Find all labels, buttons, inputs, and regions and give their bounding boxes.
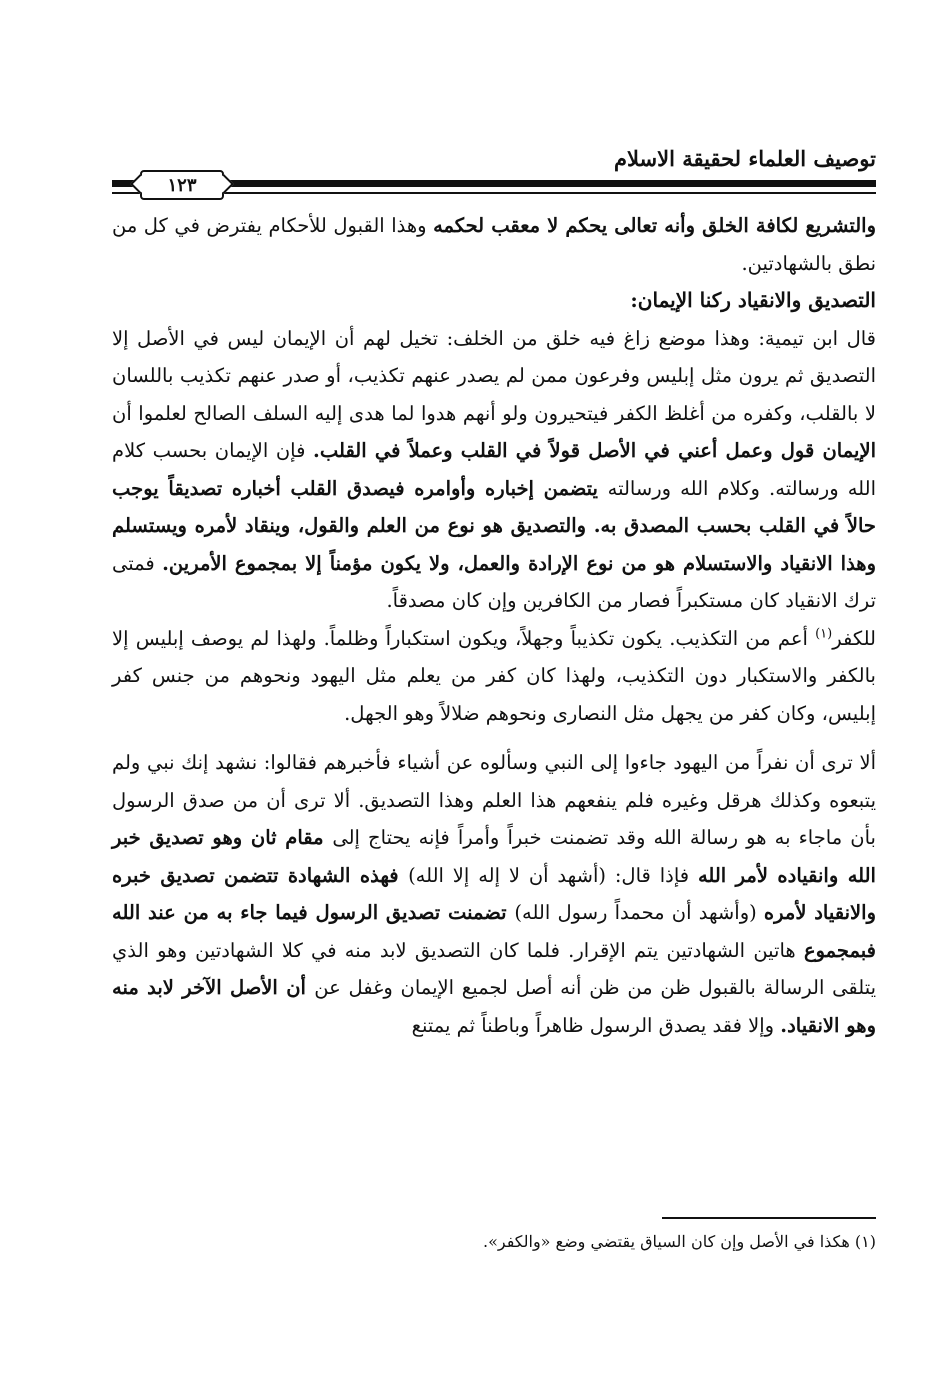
p1-text: وهذا القبول للأحكام يفترض في كل من نطق بالشهادتين. xyxy=(112,214,876,275)
p4-d: فهذه الشهادة تتضمن تصديق خبره والانقياد لأمره xyxy=(112,863,876,924)
p4-e: (وأشهد أن محمداً رسول الله) xyxy=(514,901,764,924)
header-rule-thin xyxy=(112,192,876,194)
p4-c: فإذا قال: (أشهد أن لا إله إلا الله) xyxy=(408,863,698,887)
p2-d: يتضمن إخباره وأوامره فيصدق القلب أخباره تصديقاً يوجب حالاً في القلب بحسب المصدق به. والتصديق هو نوع من العلم والقول، وينقاد لأمره ويستسلم وهذا الانقياد والاستسلام هو من نوع الإرادة والعمل، ولا يكون مؤمناً إلا بمجموع الأمرين. xyxy=(112,476,876,575)
body-text xyxy=(112,207,876,1044)
paragraph-3 xyxy=(112,620,876,733)
p4-h: أن الأصل الآخر لابد منه وهو الانقياد. xyxy=(112,976,876,1037)
paragraph-1 xyxy=(112,207,876,282)
footnote-ref: (١) xyxy=(815,626,833,641)
p3-b: أعم من التكذيب. يكون تكذيباً وجهلاً، ويكون استكباراً وظلماً. ولهذا لم يوصف إبليس إلا بالكفر والاستكبار دون التكذيب، ولهذا كان كفر من يعلم مثل اليهود ونحوهم من جنس كفر إبليس، وكان كفر من يجهل مثل النصارى ونحوهم ضلالاً وهو الجهل. xyxy=(112,626,876,725)
p4-f: تضمنت تصديق الرسول فيما جاء به من عند الله فبمجموع xyxy=(112,901,876,962)
page-number-badge xyxy=(140,170,224,200)
p4-b: مقام ثان وهو تصديق خبر الله وانقياده لأمر الله xyxy=(112,826,876,887)
p3-a: للكفر xyxy=(832,626,876,650)
footnote: (١) هكذا في الأصل وإن كان السياق يقتضي وضع «والكفر». xyxy=(483,1232,876,1251)
p4-i: وإلا فقد يصدق الرسول ظاهراً وباطناً ثم يمتنع xyxy=(411,1013,781,1037)
p4-a: ألا ترى أن نفراً من اليهود جاءوا إلى النبي وسألوه عن أشياء فأخبرهم فقالوا: نشهد إنك نبي ولم يتبعوه وكذلك هرقل وغيره فلم ينفعهم هذا العلم وهذا التصديق. ألا ترى أن من صدق الرسول بأن ماجاء به هو رسالة الله وقد تضمنت خبراً وأمراً فإنه يحتاج إلى xyxy=(112,751,876,849)
running-title: توصيف العلماء لحقيقة الاسلام xyxy=(614,146,876,171)
p2-e: فمتى ترك الانقياد كان مستكبراً فصار من الكافرين وإن كان مصدقاً. xyxy=(112,551,876,612)
footnote-divider xyxy=(662,1217,876,1219)
p2-c: فإن الإيمان بحسب كلام الله ورسالته. وكلام الله ورسالته xyxy=(112,439,876,500)
p2-b: الإيمان قول وعمل أعني في الأصل قولاً في القلب وعملاً في القلب. xyxy=(313,439,876,462)
paragraph-2 xyxy=(112,320,876,620)
page-number: ١٢٣ xyxy=(167,174,197,196)
p4-g: هاتين الشهادتين يتم الإقرار. فلما كان التصديق لابد منه في كلا الشهادتين وهو الذي يتلقى الرسالة بالقبول ظن من ظن أنه أصل لجميع الإيمان وغفل عن xyxy=(112,938,877,999)
paragraph-4 xyxy=(112,744,876,1044)
p2-a: قال ابن تيمية: وهذا موضع زاغ فيه خلق من الخلف: تخيل لهم أن الإيمان ليس في الأصل إلا التصديق ثم يرون مثل إبليس وفرعون ممن لم يصدر عنهم تكذيب، أو صدر عنهم تكذيب باللسان لا بالقلب، وكفره من أغلظ الكفر فيتحيرون ولو أنهم هدوا لما هدى إليه السلف الصالح لعلموا أن xyxy=(112,326,876,425)
page-header xyxy=(112,142,876,202)
p1-bold: والتشريع لكافة الخلق وأنه تعالى يحكم لا معقب لحكمه xyxy=(433,214,877,237)
section-heading: التصديق والانقياد ركنا الإيمان: xyxy=(630,288,876,312)
